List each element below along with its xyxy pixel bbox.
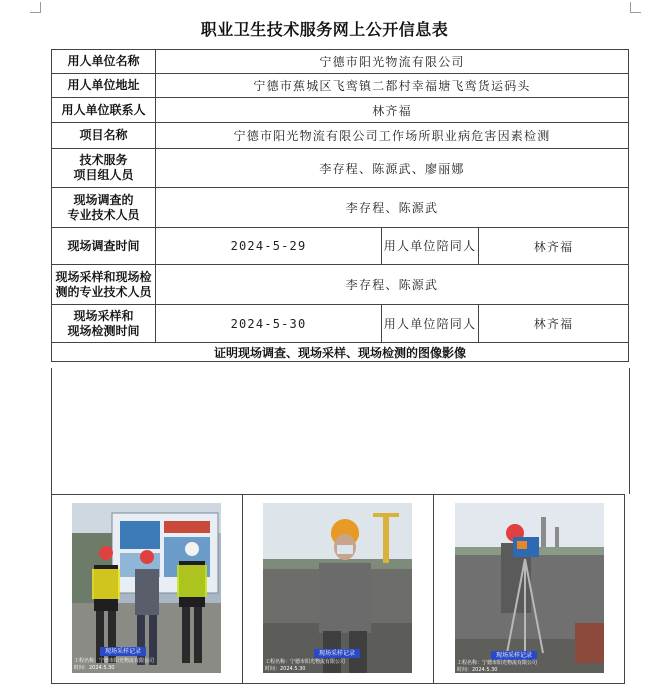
employer-address-value: 宁德市蕉城区飞鸾镇二都村幸福塘飞鸾货运码头 — [156, 74, 629, 98]
sampling-staff-label: 现场采样和现场检 测的专业技术人员 — [52, 265, 156, 305]
employer-name-label: 用人单位名称 — [52, 50, 156, 74]
employer-contact-value: 林齐福 — [156, 98, 629, 123]
photo-2-caption: 现场采样记录 — [314, 649, 360, 658]
row-employer-contact — [52, 98, 629, 123]
tech-team-label: 技术服务 项目组人员 — [52, 149, 156, 188]
project-name-value: 宁德市阳光物流有限公司工作场所职业病危害因素检测 — [156, 123, 629, 149]
row-sampling-time — [52, 305, 629, 343]
photo-row — [51, 494, 625, 684]
site-photo-3-image — [455, 503, 604, 673]
row-survey-staff — [52, 188, 629, 228]
row-sampling-staff — [52, 265, 629, 305]
photo-1-caption: 现场采样记录 — [100, 647, 146, 656]
photo-1-watermark-project: 工程名称：宁德市阳光物流有限公司 — [74, 658, 155, 664]
info-table — [51, 49, 629, 362]
row-employer-address — [52, 74, 629, 98]
employer-contact-label: 用人单位联系人 — [52, 98, 156, 123]
photo-3-watermark-project: 工程名称：宁德市阳光物流有限公司 — [457, 660, 538, 666]
site-photo-2-image — [263, 503, 412, 673]
row-survey-time — [52, 228, 629, 265]
survey-staff-value: 李存程、陈源武 — [156, 188, 629, 228]
survey-companion-value: 林齐福 — [479, 228, 629, 265]
employer-name-value: 宁德市阳光物流有限公司 — [156, 50, 629, 74]
photo-2-watermark-time: 时间：2024.5.30 — [265, 666, 306, 672]
row-photos-header — [52, 343, 629, 362]
survey-date-value: 2024-5-29 — [156, 228, 382, 265]
site-photo-1-image — [72, 503, 221, 673]
sampling-companion-label: 用人单位陪同人 — [382, 305, 479, 343]
photo-3-watermark-time: 时间：2024.5.30 — [457, 667, 498, 673]
tech-team-value: 李存程、陈源武、廖丽娜 — [156, 149, 629, 188]
row-tech-team — [52, 149, 629, 188]
sampling-companion-value: 林齐福 — [479, 305, 629, 343]
row-project-name — [52, 123, 629, 149]
photo-blank-area — [51, 368, 630, 494]
row-employer-name — [52, 50, 629, 74]
site-photo-1 — [72, 503, 221, 673]
survey-staff-label: 现场调查的 专业技术人员 — [52, 188, 156, 228]
document-title: 职业卫生技术服务网上公开信息表 — [200, 20, 449, 39]
project-name-label: 项目名称 — [52, 123, 156, 149]
sampling-date-value: 2024-5-30 — [156, 305, 382, 343]
photo-2-watermark-project: 工程名称：宁德市阳光物流有限公司 — [265, 659, 346, 665]
photos-header: 证明现场调查、现场采样、现场检测的图像影像 — [52, 343, 629, 362]
page-corner-mark-left — [30, 2, 41, 13]
sampling-time-label: 现场采样和 现场检测时间 — [52, 305, 156, 343]
photo-1-watermark-time: 时间：2024.5.30 — [74, 665, 115, 671]
sampling-staff-value: 李存程、陈源武 — [156, 265, 629, 305]
site-photo-3 — [455, 503, 604, 673]
employer-address-label: 用人单位地址 — [52, 74, 156, 98]
site-photo-2 — [263, 503, 412, 673]
survey-companion-label: 用人单位陪同人 — [382, 228, 479, 265]
photo-3-caption: 现场采样记录 — [491, 651, 537, 660]
survey-time-label: 现场调查时间 — [52, 228, 156, 265]
page-corner-mark-right — [630, 2, 641, 13]
